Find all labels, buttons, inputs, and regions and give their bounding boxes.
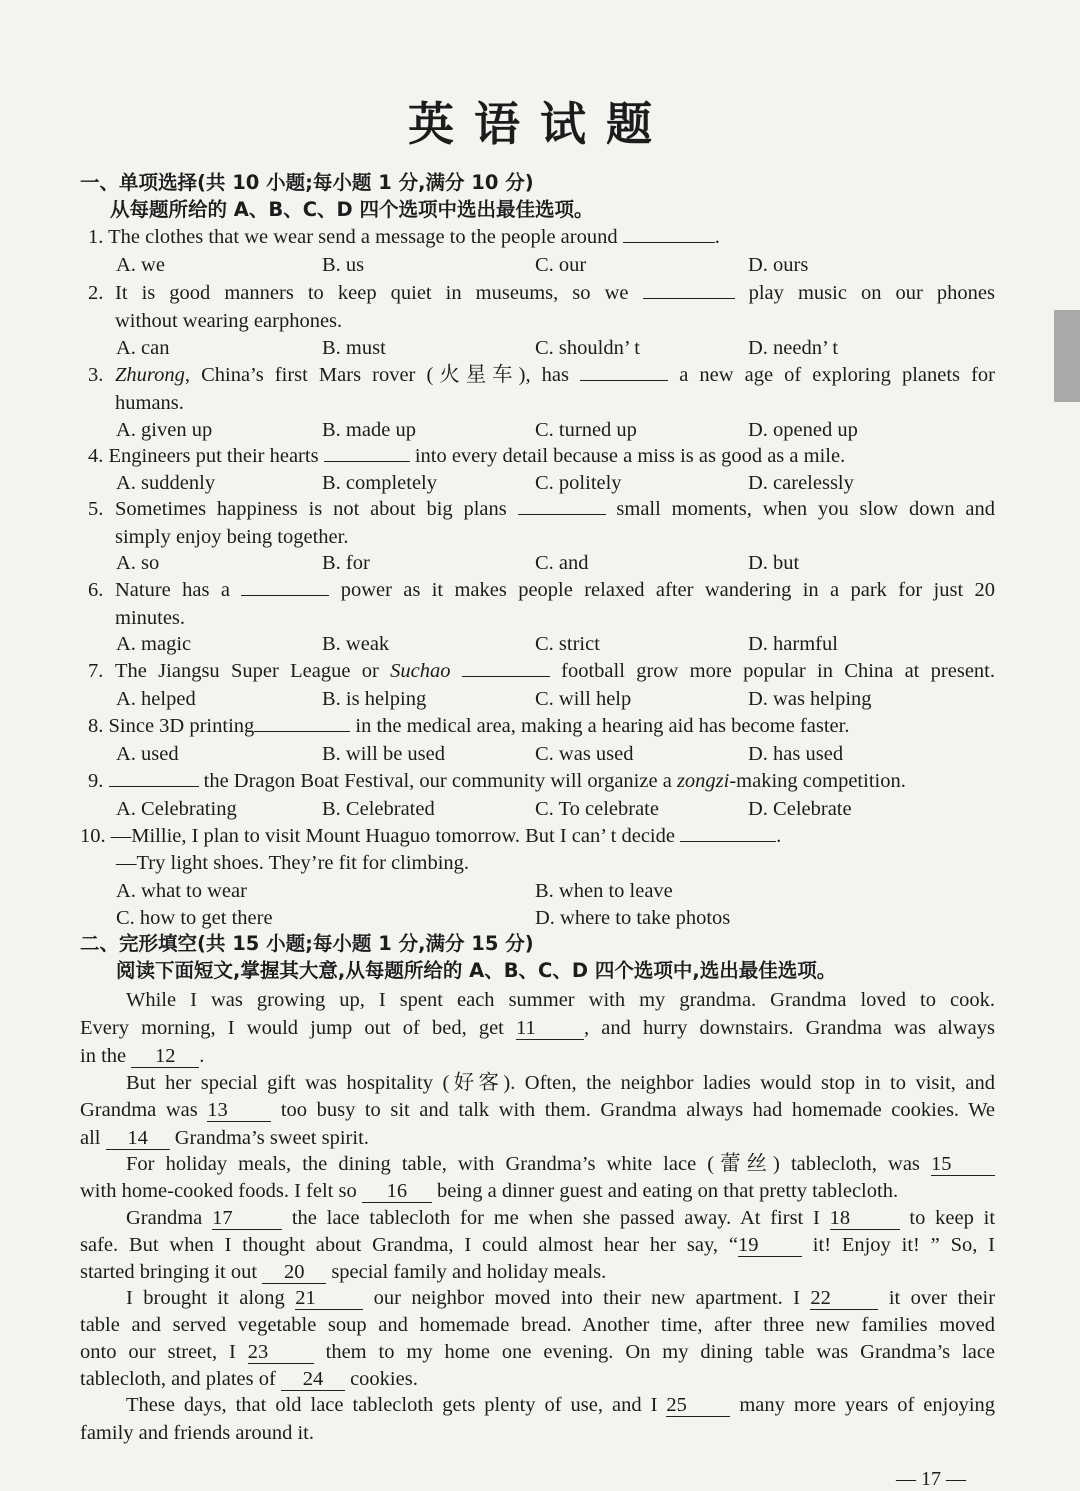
cloze-blank-18[interactable]: 18	[830, 1207, 900, 1230]
italic-term: Suchao	[390, 660, 451, 682]
option-a: A. we	[116, 254, 165, 276]
answer-blank[interactable]	[462, 676, 550, 677]
question-6-line-2: minutes.	[115, 607, 186, 629]
section2-heading: 二、完形填空(共 15 小题;每小题 1 分,满分 15 分)	[80, 932, 534, 955]
question-3-line-2: humans.	[115, 392, 184, 414]
passage-text: many more years of enjoying	[739, 1394, 996, 1416]
question-10-reply: —Try light shoes. They’re fit for climbing.	[116, 852, 470, 874]
question-6-line-1	[115, 577, 995, 603]
option-c: C. strict	[535, 633, 600, 655]
question-text: —Millie, I plan to visit Mount Huaguo tomorrow. But I can’ t decide	[110, 825, 675, 847]
question-text: the Dragon Boat Festival, our community will organize a	[203, 770, 672, 792]
passage-line	[126, 1151, 995, 1177]
question-1	[88, 224, 720, 250]
passage-line: table and served vegetable soup and homemade bread. Another time, after three new families moved	[80, 1314, 995, 1336]
option-c: C. shouldn’ t	[535, 337, 640, 359]
option-b: B. is helping	[322, 688, 427, 710]
passage-line	[80, 1339, 995, 1365]
passage-line	[80, 1125, 369, 1151]
side-tab-marker	[1054, 310, 1080, 402]
passage-line	[80, 1259, 606, 1285]
option-c: C. and	[535, 552, 589, 574]
cloze-blank-16[interactable]: 16	[362, 1180, 432, 1203]
cloze-blank-13[interactable]: 13	[207, 1099, 271, 1122]
question-5-line-1	[115, 496, 995, 522]
cloze-blank-25[interactable]: 25	[666, 1394, 730, 1417]
question-2-line-1	[115, 280, 995, 306]
question-text: small moments, when you slow down and	[616, 498, 996, 520]
passage-text: it over their	[888, 1287, 996, 1309]
option-d: D. has used	[748, 743, 844, 765]
passage-line	[126, 1285, 995, 1311]
question-number: 8.	[88, 715, 104, 737]
option-a: A. given up	[116, 419, 213, 441]
question-number: 9.	[88, 770, 104, 792]
question-text: Engineers put their hearts	[108, 445, 319, 467]
passage-text: cookies.	[350, 1368, 418, 1390]
answer-blank[interactable]	[254, 731, 350, 732]
passage-text: safe. But when I thought about Grandma, I could almost hear her say, “	[80, 1234, 738, 1256]
section1-instruction: 从每题所给的 A、B、C、D 四个选项中选出最佳选项。	[110, 198, 594, 221]
option-d: D. needn’ t	[748, 337, 839, 359]
passage-text: special family and holiday meals.	[331, 1261, 607, 1283]
option-b: B. completely	[322, 472, 438, 494]
question-text: The Jiangsu Super League or	[115, 660, 379, 682]
option-a: A. used	[116, 743, 179, 765]
question-number: 4.	[88, 445, 104, 467]
answer-blank[interactable]	[580, 380, 668, 381]
question-text: into every detail because a miss is as good as a mile.	[414, 445, 846, 467]
option-d: D. where to take photos	[535, 907, 731, 929]
passage-text: .	[199, 1045, 205, 1067]
passage-text: Grandma’s sweet spirit.	[174, 1127, 369, 1149]
page-title: 英语试题	[408, 97, 672, 151]
question-text: .	[714, 226, 720, 248]
option-d: D. was helping	[748, 688, 872, 710]
cloze-blank-21[interactable]: 21	[295, 1287, 363, 1310]
passage-text: them to my home one evening. On my dining table was Grandma’s lace	[325, 1341, 996, 1363]
passage-line	[80, 1097, 995, 1123]
italic-term: zongzi	[676, 770, 730, 792]
answer-blank[interactable]	[109, 786, 199, 787]
answer-blank[interactable]	[623, 242, 715, 243]
cloze-blank-12[interactable]: 12	[131, 1045, 199, 1068]
question-text: power as it makes people relaxed after wandering in a park for just 20	[340, 579, 996, 601]
option-b: B. must	[322, 337, 386, 359]
option-b: B. when to leave	[535, 880, 673, 902]
question-text: -making competition.	[729, 770, 906, 792]
option-b: B. made up	[322, 419, 416, 441]
answer-blank[interactable]	[518, 514, 606, 515]
answer-blank[interactable]	[241, 595, 329, 596]
passage-text: too busy to sit and talk with them. Grandma always had homemade cookies. We	[280, 1099, 996, 1121]
section2-instruction: 阅读下面短文,掌握其大意,从每题所给的 A、B、C、D 四个选项中,选出最佳选项。	[116, 959, 837, 982]
question-4	[88, 443, 845, 469]
question-text: It is good manners to keep quiet in museums, so we	[115, 282, 629, 304]
question-text: in the medical area, making a hearing aid has become faster.	[355, 715, 850, 737]
option-d: D. carelessly	[748, 472, 854, 494]
cloze-blank-11[interactable]: 11	[516, 1017, 584, 1040]
passage-line	[80, 1232, 995, 1258]
question-text: , China’s first Mars rover (火星车), has	[184, 364, 569, 386]
option-a: A. suddenly	[116, 472, 216, 494]
question-text: .	[776, 825, 782, 847]
passage-text: it! Enjoy it! ” So, I	[812, 1234, 996, 1256]
passage-line: But her special gift was hospitality (好客). Often, the neighbor ladies would stop in to visit, and	[126, 1072, 995, 1094]
option-a: A. so	[116, 552, 160, 574]
option-a: A. Celebrating	[116, 798, 237, 820]
passage-text: our neighbor moved into their new apartment. I	[373, 1287, 800, 1309]
passage-line	[80, 1366, 418, 1392]
option-a: A. magic	[116, 633, 192, 655]
question-number: 7.	[88, 660, 104, 682]
question-3-line-1	[115, 362, 995, 388]
question-5-line-2: simply enjoy being together.	[115, 526, 349, 548]
option-c: C. will help	[535, 688, 632, 710]
passage-line	[80, 1178, 898, 1204]
passage-text: started bringing it out	[80, 1261, 258, 1283]
option-d: D. but	[748, 552, 800, 574]
section1-heading: 一、单项选择(共 10 小题;每小题 1 分,满分 10 分)	[80, 171, 534, 194]
cloze-blank-24[interactable]: 24	[281, 1368, 345, 1391]
option-c: C. was used	[535, 743, 634, 765]
passage-text: , and hurry downstairs. Grandma was always	[584, 1017, 995, 1039]
option-d: D. ours	[748, 254, 809, 276]
passage-text: For holiday meals, the dining table, with Grandma’s white lace (蕾丝) tablecloth, was	[126, 1153, 920, 1175]
question-text: football grow more popular in China at present.	[561, 660, 995, 682]
option-a: A. can	[116, 337, 170, 359]
question-text: The clothes that we wear send a message to the people around	[108, 226, 618, 248]
question-number: 5.	[88, 498, 104, 520]
option-a: A. what to wear	[116, 880, 247, 902]
option-c: C. politely	[535, 472, 622, 494]
passage-line: family and friends around it.	[80, 1422, 314, 1444]
question-9	[88, 768, 906, 794]
cloze-blank-20[interactable]: 20	[262, 1261, 326, 1284]
passage-text: tablecloth, and plates of	[80, 1368, 276, 1390]
passage-text: in the	[80, 1045, 127, 1067]
question-7-line-1	[115, 658, 995, 684]
question-number: 3.	[88, 364, 104, 386]
answer-blank[interactable]	[680, 841, 776, 842]
option-a: A. helped	[116, 688, 196, 710]
passage-line	[126, 1205, 995, 1231]
passage-text: I brought it along	[126, 1287, 285, 1309]
option-d: D. opened up	[748, 419, 858, 441]
option-d: D. harmful	[748, 633, 838, 655]
passage-text: Every morning, I would jump out of bed, get	[80, 1017, 504, 1039]
question-10	[80, 823, 781, 849]
passage-line: While I was growing up, I spent each summer with my grandma. Grandma loved to cook.	[126, 989, 995, 1011]
page-number: — 17 —	[896, 1468, 966, 1490]
passage-text: These days, that old lace tablecloth gets plenty of use, and I	[126, 1394, 658, 1416]
passage-text: the lace tablecloth for me when she passed away. At first I	[291, 1207, 820, 1229]
question-2-line-2: without wearing earphones.	[115, 310, 343, 332]
option-b: B. us	[322, 254, 365, 276]
question-text: Nature has a	[115, 579, 230, 601]
cloze-blank-23[interactable]: 23	[248, 1341, 314, 1364]
question-8	[88, 713, 849, 739]
option-b: B. Celebrated	[322, 798, 435, 820]
cloze-blank-15[interactable]: 15	[931, 1153, 995, 1176]
option-c: C. turned up	[535, 419, 637, 441]
passage-text: onto our street, I	[80, 1341, 236, 1363]
question-text: a new age of exploring planets for	[679, 364, 996, 386]
option-b: B. weak	[322, 633, 390, 655]
passage-text: all	[80, 1127, 101, 1149]
answer-blank[interactable]	[324, 461, 410, 462]
passage-line	[126, 1392, 995, 1418]
passage-text: with home-cooked foods. I felt so	[80, 1180, 357, 1202]
question-number: 10.	[80, 825, 106, 847]
italic-term: Zhurong	[115, 364, 185, 386]
option-c: C. our	[535, 254, 587, 276]
passage-text: Grandma was	[80, 1099, 198, 1121]
question-number: 2.	[88, 282, 104, 304]
option-c: C. To celebrate	[535, 798, 659, 820]
passage-line	[80, 1043, 204, 1069]
passage-text: to keep it	[909, 1207, 996, 1229]
question-text: Since 3D printing	[108, 715, 255, 737]
cloze-blank-14[interactable]: 14	[106, 1127, 170, 1150]
cloze-blank-17[interactable]: 17	[212, 1207, 282, 1230]
option-d: D. Celebrate	[748, 798, 852, 820]
passage-line	[80, 1015, 995, 1041]
question-text: Sometimes happiness is not about big plans	[115, 498, 507, 520]
passage-text: being a dinner guest and eating on that pretty tablecloth.	[436, 1180, 899, 1202]
passage-text: Grandma	[126, 1207, 203, 1229]
question-number: 1.	[88, 226, 104, 248]
cloze-blank-19[interactable]: 19	[738, 1234, 802, 1257]
option-b: B. for	[322, 552, 370, 574]
question-number: 6.	[88, 579, 104, 601]
answer-blank[interactable]	[643, 298, 735, 299]
option-b: B. will be used	[322, 743, 445, 765]
option-c: C. how to get there	[116, 907, 273, 929]
question-text: play music on our phones	[748, 282, 995, 304]
cloze-blank-22[interactable]: 22	[810, 1287, 878, 1310]
